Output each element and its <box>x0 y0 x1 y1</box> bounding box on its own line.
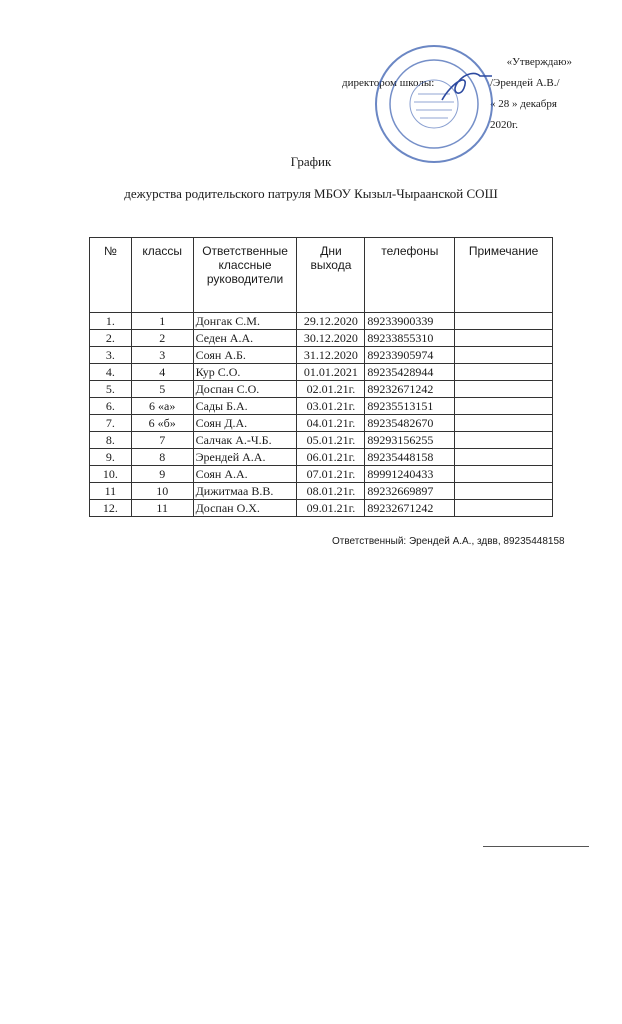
cell-note <box>455 432 553 449</box>
cell-num: 7. <box>90 415 132 432</box>
cell-cls: 3 <box>131 347 193 364</box>
cell-phone: 89991240433 <box>365 466 455 483</box>
table-header-row <box>90 238 553 313</box>
approval-position: директором школы: <box>342 77 435 89</box>
cell-cls: 11 <box>131 500 193 517</box>
cell-num: 10. <box>90 466 132 483</box>
cell-num: 8. <box>90 432 132 449</box>
cell-num: 6. <box>90 398 132 415</box>
cell-teacher: Кур С.О. <box>193 364 297 381</box>
cell-date: 08.01.21г. <box>297 483 365 500</box>
table-row <box>90 330 553 347</box>
table-row <box>90 364 553 381</box>
cell-cls: 4 <box>131 364 193 381</box>
cell-teacher: Соян А.А. <box>193 466 297 483</box>
cell-num: 12. <box>90 500 132 517</box>
cell-date: 09.01.21г. <box>297 500 365 517</box>
cell-cls: 9 <box>131 466 193 483</box>
approve-label: «Утверждаю» <box>506 56 572 68</box>
cell-cls: 2 <box>131 330 193 347</box>
cell-teacher: Салчак А.-Ч.Б. <box>193 432 297 449</box>
table-row <box>90 398 553 415</box>
header-days: Дни выхода <box>297 238 365 313</box>
cell-cls: 1 <box>131 313 193 330</box>
responsible-person: Ответственный: Эрендей А.А., здвв, 89235448158 <box>332 536 565 547</box>
cell-teacher: Сады Б.А. <box>193 398 297 415</box>
cell-note <box>455 466 553 483</box>
cell-phone: 89235482670 <box>365 415 455 432</box>
cell-num: 2. <box>90 330 132 347</box>
table-row <box>90 483 553 500</box>
cell-date: 31.12.2020 <box>297 347 365 364</box>
cell-note <box>455 313 553 330</box>
table-row <box>90 466 553 483</box>
cell-phone: 89235448158 <box>365 449 455 466</box>
duty-table <box>89 237 553 517</box>
cell-teacher: Соян А.Б. <box>193 347 297 364</box>
cell-cls: 6 «б» <box>131 415 193 432</box>
cell-note <box>455 500 553 517</box>
cell-num: 11 <box>90 483 132 500</box>
cell-cls: 5 <box>131 381 193 398</box>
cell-date: 30.12.2020 <box>297 330 365 347</box>
cell-teacher: Доспан С.О. <box>193 381 297 398</box>
cell-date: 05.01.21г. <box>297 432 365 449</box>
cell-phone: 89233905974 <box>365 347 455 364</box>
approval-name: /Эрендей А.В./ <box>490 77 560 89</box>
header-notes: Примечание <box>455 238 553 313</box>
table-row <box>90 500 553 517</box>
cell-date: 02.01.21г. <box>297 381 365 398</box>
cell-num: 5. <box>90 381 132 398</box>
cell-teacher: Дижитмаа В.В. <box>193 483 297 500</box>
cell-date: 07.01.21г. <box>297 466 365 483</box>
cell-num: 1. <box>90 313 132 330</box>
cell-date: 04.01.21г. <box>297 415 365 432</box>
table-row <box>90 347 553 364</box>
header-teachers: Ответственные классные руководители <box>193 238 297 313</box>
cell-teacher: Донгак С.М. <box>193 313 297 330</box>
cell-phone: 89293156255 <box>365 432 455 449</box>
cell-note <box>455 330 553 347</box>
cell-phone: 89232671242 <box>365 500 455 517</box>
cell-note <box>455 415 553 432</box>
table-row <box>90 432 553 449</box>
cell-num: 4. <box>90 364 132 381</box>
header-phones: телефоны <box>365 238 455 313</box>
approval-date: « 28 » декабря 2020г. <box>490 98 557 131</box>
cell-date: 01.01.2021 <box>297 364 365 381</box>
signature-line <box>483 846 589 847</box>
table-row <box>90 415 553 432</box>
cell-num: 9. <box>90 449 132 466</box>
cell-date: 03.01.21г. <box>297 398 365 415</box>
document-subtitle: дежурства родительского патруля МБОУ Кызыл-Чыраанской СОШ <box>124 186 498 201</box>
cell-phone: 89235513151 <box>365 398 455 415</box>
cell-date: 29.12.2020 <box>297 313 365 330</box>
cell-cls: 10 <box>131 483 193 500</box>
cell-note <box>455 381 553 398</box>
cell-cls: 6 «а» <box>131 398 193 415</box>
cell-cls: 8 <box>131 449 193 466</box>
cell-phone: 89232669897 <box>365 483 455 500</box>
header-classes: классы <box>131 238 193 313</box>
cell-note <box>455 483 553 500</box>
cell-phone: 89233900339 <box>365 313 455 330</box>
cell-phone: 89232671242 <box>365 381 455 398</box>
table-row <box>90 381 553 398</box>
cell-note <box>455 347 553 364</box>
header-number: № <box>90 238 132 313</box>
cell-note <box>455 364 553 381</box>
cell-teacher: Доспан О.Х. <box>193 500 297 517</box>
cell-teacher: Седен А.А. <box>193 330 297 347</box>
table-row <box>90 449 553 466</box>
cell-teacher: Соян Д.А. <box>193 415 297 432</box>
cell-teacher: Эрендей А.А. <box>193 449 297 466</box>
school-stamp <box>372 42 496 166</box>
document-title: График <box>290 154 332 169</box>
cell-phone: 89233855310 <box>365 330 455 347</box>
cell-num: 3. <box>90 347 132 364</box>
cell-cls: 7 <box>131 432 193 449</box>
cell-date: 06.01.21г. <box>297 449 365 466</box>
table-row <box>90 313 553 330</box>
cell-note <box>455 449 553 466</box>
cell-note <box>455 398 553 415</box>
cell-phone: 89235428944 <box>365 364 455 381</box>
